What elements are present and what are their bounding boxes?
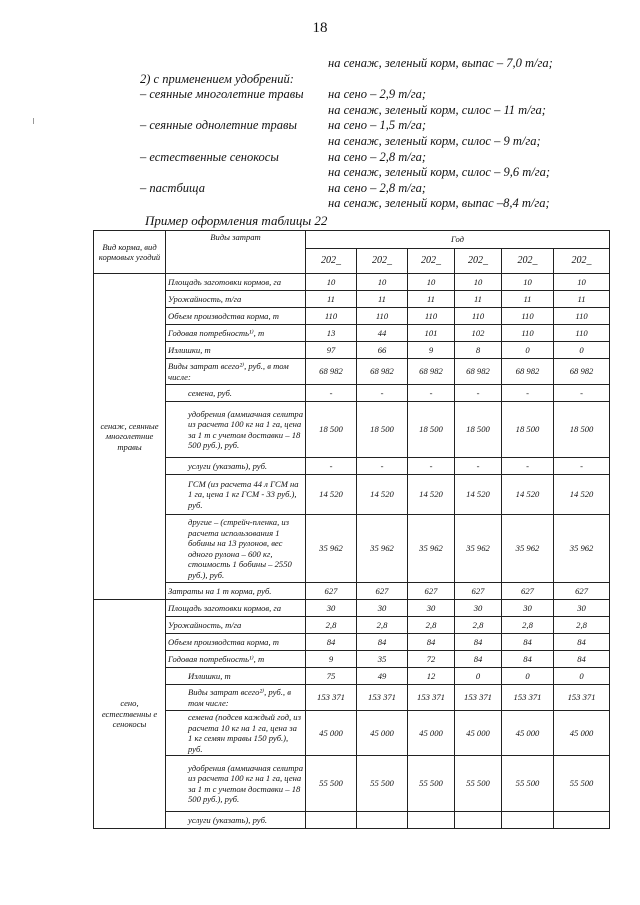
cost-label: Урожайность, т/га: [166, 291, 306, 308]
value-cell: 2,8: [306, 617, 357, 634]
cost-label: Площадь заготовки кормов, га: [166, 600, 306, 617]
value-cell: 11: [408, 291, 455, 308]
value-cell: 45 000: [408, 711, 455, 756]
value-cell: 55 500: [455, 756, 502, 812]
value-cell: 35 962: [455, 515, 502, 583]
table-row: [94, 651, 610, 668]
intro-line: – сеянные многолетние травы на сено – 2,9 т/га;: [140, 87, 426, 102]
table-body: [94, 231, 610, 829]
value-cell: 14 520: [502, 475, 554, 515]
value-cell: 11: [455, 291, 502, 308]
table-row: [94, 402, 610, 458]
value-cell: 68 982: [306, 359, 357, 385]
intro-line: – сеянные однолетние травы на сено – 1,5 т/га;: [140, 118, 426, 133]
table-row: [94, 475, 610, 515]
value-cell: 0: [502, 342, 554, 359]
value-cell: 68 982: [357, 359, 408, 385]
table-row: [94, 359, 610, 385]
year-cell: 202_: [455, 249, 502, 274]
table-row: [94, 515, 610, 583]
intro-line: на сенаж, зеленый корм, силос – 11 т/га;: [328, 102, 546, 117]
table-row: [94, 274, 610, 291]
value-cell: 30: [502, 600, 554, 617]
value-cell: [357, 812, 408, 829]
value-cell: 110: [357, 308, 408, 325]
value-cell: 84: [455, 634, 502, 651]
value-cell: 30: [554, 600, 610, 617]
cost-label: Годовая потребность¹⁾, т: [166, 325, 306, 342]
value-cell: 110: [455, 308, 502, 325]
cost-label: Излишки, т: [166, 342, 306, 359]
value-cell: 55 500: [502, 756, 554, 812]
value-cell: [408, 812, 455, 829]
table-row: [94, 325, 610, 342]
cost-label: Площадь заготовки кормов, га: [166, 274, 306, 291]
value-cell: -: [306, 458, 357, 475]
value-cell: 0: [554, 342, 610, 359]
table-header-row: [94, 231, 610, 249]
cost-label: услуги (указать), руб.: [166, 458, 306, 475]
value-cell: 10: [502, 274, 554, 291]
cost-label: Урожайность, т/га: [166, 617, 306, 634]
cost-table: [93, 230, 610, 829]
value-cell: 110: [502, 325, 554, 342]
value-cell: 0: [455, 668, 502, 685]
value-cell: 72: [408, 651, 455, 668]
cost-label: Виды затрат всего²⁾, руб., в том числе:: [166, 685, 306, 711]
value-cell: 10: [554, 274, 610, 291]
value-cell: 153 371: [408, 685, 455, 711]
table-row: [94, 812, 610, 829]
value-cell: 627: [502, 583, 554, 600]
value-cell: 35 962: [408, 515, 455, 583]
value-cell: -: [357, 385, 408, 402]
intro-line: на сенаж, зеленый корм, силос – 9,6 т/га;: [328, 165, 551, 180]
value-cell: 84: [502, 651, 554, 668]
value-cell: 45 000: [455, 711, 502, 756]
value-cell: 35: [357, 651, 408, 668]
table-row: [94, 668, 610, 685]
value-cell: 110: [306, 308, 357, 325]
value-cell: 10: [455, 274, 502, 291]
table-row: [94, 291, 610, 308]
value-cell: 101: [408, 325, 455, 342]
value-cell: 2,8: [502, 617, 554, 634]
value-cell: 0: [554, 668, 610, 685]
table-row: [94, 458, 610, 475]
cost-label: ГСМ (из расчета 44 л ГСМ на 1 га, цена 1 кг ГСМ - 33 руб.), руб.: [166, 475, 306, 515]
cost-label: семена, руб.: [166, 385, 306, 402]
value-cell: 49: [357, 668, 408, 685]
value-cell: 627: [357, 583, 408, 600]
value-cell: 68 982: [455, 359, 502, 385]
intro-heading: 2) с применением удобрений:: [140, 71, 294, 86]
table-caption: Пример оформления таблицы 22: [145, 213, 328, 228]
value-cell: 75: [306, 668, 357, 685]
intro-line: на сенаж, зеленый корм, выпас –8,4 т/га;: [328, 196, 550, 211]
value-cell: 55 500: [357, 756, 408, 812]
table-row: [94, 583, 610, 600]
value-cell: 153 371: [306, 685, 357, 711]
value-cell: 2,8: [455, 617, 502, 634]
header-cost: Виды затрат: [166, 231, 306, 274]
value-cell: 84: [502, 634, 554, 651]
value-cell: 11: [357, 291, 408, 308]
value-cell: 9: [306, 651, 357, 668]
value-cell: 35 962: [357, 515, 408, 583]
fertilizer-yield-list: [140, 56, 610, 212]
header-year: Год: [306, 231, 610, 249]
value-cell: 110: [554, 308, 610, 325]
value-cell: 627: [455, 583, 502, 600]
value-cell: 2,8: [357, 617, 408, 634]
value-cell: 153 371: [357, 685, 408, 711]
value-cell: 30: [455, 600, 502, 617]
table-row: [94, 711, 610, 756]
value-cell: -: [502, 458, 554, 475]
value-cell: 35 962: [502, 515, 554, 583]
value-cell: 627: [306, 583, 357, 600]
value-cell: -: [306, 385, 357, 402]
value-cell: 18 500: [408, 402, 455, 458]
year-cell: 202_: [306, 249, 357, 274]
table-row: [94, 756, 610, 812]
kind-cell: сено, естественны е сенокосы: [94, 600, 166, 829]
year-cell: 202_: [502, 249, 554, 274]
value-cell: 153 371: [455, 685, 502, 711]
value-cell: 84: [455, 651, 502, 668]
value-cell: 10: [357, 274, 408, 291]
year-cell: 202_: [357, 249, 408, 274]
value-cell: -: [455, 385, 502, 402]
cost-label: услуги (указать), руб.: [166, 812, 306, 829]
cost-label: удобрения (аммиачная селитра из расчета 100 кг на 1 га, цена за 1 т с учетом доставки – 18 500 руб.), руб.: [166, 402, 306, 458]
value-cell: 153 371: [554, 685, 610, 711]
year-cell: 202_: [554, 249, 610, 274]
value-cell: 84: [554, 634, 610, 651]
value-cell: 14 520: [357, 475, 408, 515]
value-cell: 627: [408, 583, 455, 600]
value-cell: 11: [502, 291, 554, 308]
value-cell: 18 500: [502, 402, 554, 458]
value-cell: 84: [306, 634, 357, 651]
value-cell: -: [408, 458, 455, 475]
value-cell: 35 962: [306, 515, 357, 583]
cost-label: удобрения (аммиачная селитра из расчета 100 кг на 1 га, цена за 1 т с учетом доставки – 18 500 руб.), руб.: [166, 756, 306, 812]
table-row: [94, 634, 610, 651]
value-cell: 45 000: [502, 711, 554, 756]
value-cell: 10: [408, 274, 455, 291]
value-cell: [306, 812, 357, 829]
value-cell: 18 500: [455, 402, 502, 458]
table-row: [94, 385, 610, 402]
value-cell: -: [554, 385, 610, 402]
value-cell: 8: [455, 342, 502, 359]
value-cell: 153 371: [502, 685, 554, 711]
value-cell: 10: [306, 274, 357, 291]
value-cell: 84: [554, 651, 610, 668]
value-cell: -: [357, 458, 408, 475]
value-cell: 102: [455, 325, 502, 342]
value-cell: [502, 812, 554, 829]
value-cell: 45 000: [357, 711, 408, 756]
value-cell: 110: [554, 325, 610, 342]
value-cell: 2,8: [408, 617, 455, 634]
value-cell: 45 000: [306, 711, 357, 756]
intro-line: – естественные сенокосы на сено – 2,8 т/га;: [140, 149, 426, 164]
cost-label: Затраты на 1 т корма, руб.: [166, 583, 306, 600]
page-number: 18: [312, 20, 328, 36]
value-cell: 55 500: [306, 756, 357, 812]
value-cell: 12: [408, 668, 455, 685]
margin-mark: [33, 118, 34, 124]
cost-label: Объем производства корма, т: [166, 308, 306, 325]
value-cell: 18 500: [554, 402, 610, 458]
table-row: [94, 685, 610, 711]
value-cell: 84: [357, 634, 408, 651]
value-cell: 55 500: [408, 756, 455, 812]
value-cell: 14 520: [306, 475, 357, 515]
table-row: [94, 342, 610, 359]
cost-label: другие – (стрейч-пленка, из расчета использования 1 бобины на 13 рулонов, вес одного рулона – 600 кг, стоимость 1 бобины – 2550 руб.), руб.: [166, 515, 306, 583]
kind-cell: сенаж, сеянные многолетние травы: [94, 274, 166, 600]
value-cell: 9: [408, 342, 455, 359]
value-cell: 11: [554, 291, 610, 308]
value-cell: 44: [357, 325, 408, 342]
value-cell: 30: [306, 600, 357, 617]
cost-label: Объем производства корма, т: [166, 634, 306, 651]
value-cell: 30: [357, 600, 408, 617]
value-cell: [554, 812, 610, 829]
value-cell: 2,8: [554, 617, 610, 634]
cost-label: Годовая потребность¹⁾, т: [166, 651, 306, 668]
value-cell: -: [408, 385, 455, 402]
intro-line: – пастбища на сено – 2,8 т/га;: [140, 180, 426, 195]
value-cell: 45 000: [554, 711, 610, 756]
value-cell: 11: [306, 291, 357, 308]
value-cell: 18 500: [357, 402, 408, 458]
value-cell: 14 520: [408, 475, 455, 515]
value-cell: 14 520: [455, 475, 502, 515]
value-cell: 68 982: [502, 359, 554, 385]
header-kind: Вид корма, вид кормовых угодий: [94, 231, 166, 274]
value-cell: 627: [554, 583, 610, 600]
cost-label: Излишки, т: [166, 668, 306, 685]
table-row: [94, 617, 610, 634]
value-cell: 13: [306, 325, 357, 342]
year-cell: 202_: [408, 249, 455, 274]
value-cell: 66: [357, 342, 408, 359]
value-cell: 97: [306, 342, 357, 359]
intro-line: на сенаж, зеленый корм, силос – 9 т/га;: [328, 133, 541, 148]
value-cell: 18 500: [306, 402, 357, 458]
value-cell: -: [502, 385, 554, 402]
value-cell: 110: [408, 308, 455, 325]
value-cell: 110: [502, 308, 554, 325]
intro-line: на сенаж, зеленый корм, выпас – 7,0 т/га;: [328, 56, 553, 70]
value-cell: 35 962: [554, 515, 610, 583]
value-cell: -: [455, 458, 502, 475]
cost-label: семена (подсев каждый год, из расчета 10 кг на 1 га, цена за 1 кг семян травы 150 руб.), руб.: [166, 711, 306, 756]
value-cell: 0: [502, 668, 554, 685]
value-cell: 55 500: [554, 756, 610, 812]
value-cell: 68 982: [408, 359, 455, 385]
value-cell: 14 520: [554, 475, 610, 515]
table-row: [94, 600, 610, 617]
table-row: [94, 308, 610, 325]
cost-label: Виды затрат всего²⁾, руб., в том числе:: [166, 359, 306, 385]
value-cell: -: [554, 458, 610, 475]
value-cell: 68 982: [554, 359, 610, 385]
value-cell: [455, 812, 502, 829]
value-cell: 30: [408, 600, 455, 617]
value-cell: 84: [408, 634, 455, 651]
